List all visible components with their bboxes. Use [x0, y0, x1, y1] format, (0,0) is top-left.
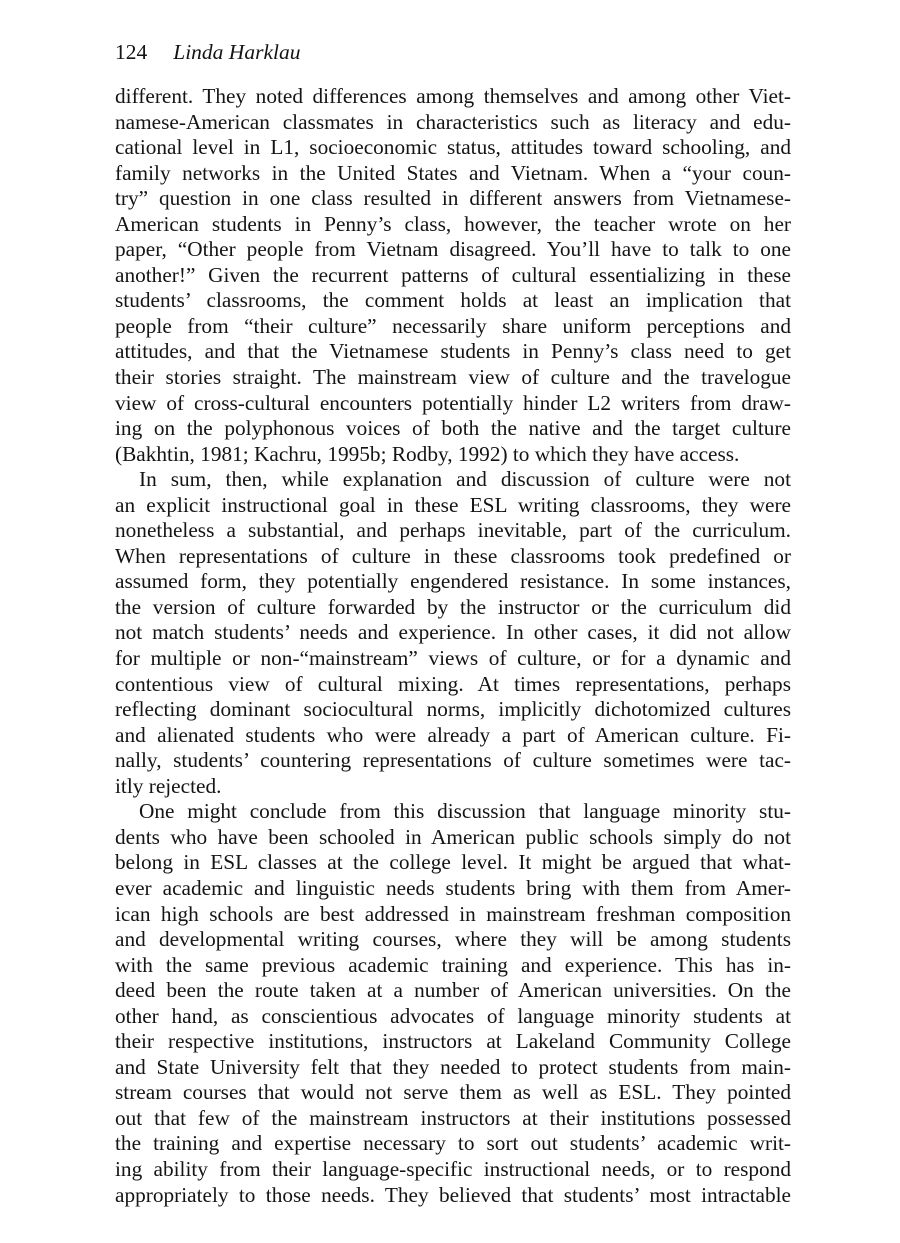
text-line: appropriately to those needs. They believed that students’ most intractable	[115, 1182, 791, 1207]
text-line: people from “their culture” necessarily share uniform perceptions and	[115, 313, 791, 338]
page-number: 124	[115, 40, 148, 64]
text-line: students’ classrooms, the comment holds at least an implication that	[115, 288, 791, 313]
text-line: out that few of the mainstream instructors at their institutions possessed	[115, 1105, 791, 1130]
text-line: contentious view of cultural mixing. At times representations, perhaps	[115, 671, 791, 696]
text-line: with the same previous academic training and experience. This has in-	[115, 952, 791, 977]
text-line: paper, “Other people from Vietnam disagreed. You’ll have to talk to one	[115, 237, 791, 262]
text-line: assumed form, they potentially engendered resistance. In some instances,	[115, 569, 791, 594]
text-line: the training and expertise necessary to sort out students’ academic writ-	[115, 1131, 791, 1156]
text-line: ican high schools are best addressed in mainstream freshman composition	[115, 901, 791, 926]
text-line: try” question in one class resulted in different answers from Vietnamese-	[115, 186, 791, 211]
running-head-author: Linda Harklau	[173, 40, 301, 64]
text-line: other hand, as conscientious advocates of language minority students at	[115, 1003, 791, 1028]
text-line: not match students’ needs and experience. In other cases, it did not allow	[115, 620, 791, 645]
text-line: different. They noted differences among themselves and among other Viet-	[115, 84, 791, 108]
text-line: their respective institutions, instructors at Lakeland Community College	[115, 1029, 791, 1054]
text-line: In sum, then, while explanation and discussion of culture were not	[139, 467, 791, 492]
text-line: attitudes, and that the Vietnamese students in Penny’s class need to get	[115, 339, 791, 364]
body-text	[115, 84, 791, 1208]
text-line: One might conclude from this discussion that language minority stu-	[139, 799, 791, 824]
paragraph	[115, 799, 791, 1208]
text-line: reflecting dominant sociocultural norms, implicitly dichotomized cultures	[115, 697, 791, 722]
text-line: stream courses that would not serve them as well as ESL. They pointed	[115, 1080, 791, 1105]
text-line: (Bakhtin, 1981; Kachru, 1995b; Rodby, 1992) to which they have access.	[115, 441, 740, 466]
text-line: and State University felt that they needed to protect students from main-	[115, 1054, 791, 1079]
text-line: an explicit instructional goal in these ESL writing classrooms, they were	[115, 492, 791, 517]
text-line: family networks in the United States and Vietnam. When a “your coun-	[115, 160, 791, 185]
book-page	[115, 38, 791, 1208]
text-line: the version of culture forwarded by the instructor or the curriculum did	[115, 594, 791, 619]
text-line: dents who have been schooled in American public schools simply do not	[115, 824, 791, 849]
running-head	[115, 38, 791, 66]
text-line: view of cross-cultural encounters potentially hinder L2 writers from draw-	[115, 390, 791, 415]
text-line: nally, students’ countering representations of culture sometimes were tac-	[115, 748, 791, 773]
text-line: for multiple or non-“mainstream” views of culture, or for a dynamic and	[115, 646, 791, 671]
text-line: ever academic and linguistic needs students bring with them from Amer-	[115, 875, 791, 900]
paragraph	[115, 467, 791, 799]
text-line: and alienated students who were already a part of American culture. Fi-	[115, 722, 791, 747]
text-line: American students in Penny’s class, however, the teacher wrote on her	[115, 211, 791, 236]
text-line: and developmental writing courses, where they will be among students	[115, 927, 791, 952]
text-line: ing on the polyphonous voices of both the native and the target culture	[115, 416, 791, 441]
text-line: belong in ESL classes at the college level. It might be argued that what-	[115, 850, 791, 875]
text-line: nonetheless a substantial, and perhaps inevitable, part of the curriculum.	[115, 518, 791, 543]
text-line: ing ability from their language-specific instructional needs, or to respond	[115, 1156, 791, 1181]
text-line: their stories straight. The mainstream view of culture and the travelogue	[115, 365, 791, 390]
text-line: deed been the route taken at a number of American universities. On the	[115, 978, 791, 1003]
paragraph	[115, 84, 791, 467]
text-line: When representations of culture in these classrooms took predefined or	[115, 543, 791, 568]
text-line: cational level in L1, socioeconomic status, attitudes toward schooling, and	[115, 135, 791, 160]
text-line: namese-American classmates in characteristics such as literacy and edu-	[115, 109, 791, 134]
text-line: another!” Given the recurrent patterns of cultural essentializing in these	[115, 262, 791, 287]
text-line: itly rejected.	[115, 773, 222, 798]
